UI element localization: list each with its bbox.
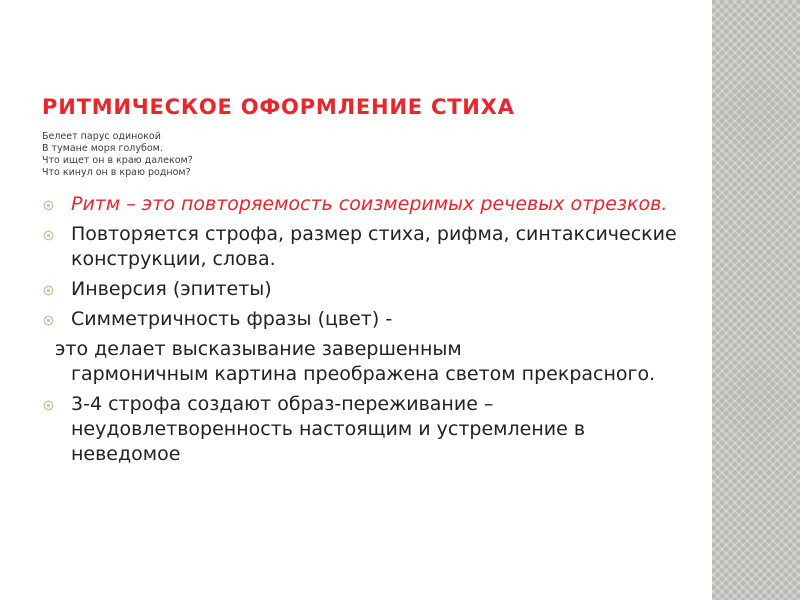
definition-text: Ритм – это повторяемость соизмеримых речевых отрезков. xyxy=(71,193,668,215)
list-item-text: 3-4 строфа создают образ-переживание – неудовлетворенность настоящим и устремление в неведомое xyxy=(71,393,586,465)
poem-line: Что ищет он в краю далеком? xyxy=(42,155,193,166)
circle-bullet-icon xyxy=(43,200,54,211)
circle-bullet-icon xyxy=(43,400,54,411)
list-item xyxy=(42,277,682,302)
list-item xyxy=(42,192,682,217)
list-item-text: Повторяется строфа, размер стиха, рифма, синтаксические конструкции, слова. xyxy=(71,223,677,270)
slide-title: РИТМИЧЕСКОЕ ОФОРМЛЕНИЕ СТИХА xyxy=(42,95,515,119)
list-item-text: Симметричность фразы (цвет) - xyxy=(71,308,393,330)
decorative-side-panel xyxy=(712,0,800,600)
poem-excerpt xyxy=(42,131,342,179)
list-item xyxy=(42,392,682,467)
continuation-line: гармоничным картина преображена светом прекрасного. xyxy=(71,363,656,385)
poem-line: В тумане моря голубом. xyxy=(42,143,163,154)
list-item xyxy=(42,307,682,332)
list-item xyxy=(42,222,682,272)
circle-bullet-icon xyxy=(43,315,54,326)
circle-bullet-icon xyxy=(43,230,54,241)
poem-line: Что кинул он в краю родном? xyxy=(42,167,191,178)
bullet-list xyxy=(42,192,682,472)
continuation-paragraph xyxy=(42,337,682,387)
continuation-line: это делает высказывание завершенным xyxy=(55,338,462,360)
list-item-text: Инверсия (эпитеты) xyxy=(71,278,272,300)
circle-bullet-icon xyxy=(43,285,54,296)
poem-line: Белеет парус одинокой xyxy=(42,131,161,142)
